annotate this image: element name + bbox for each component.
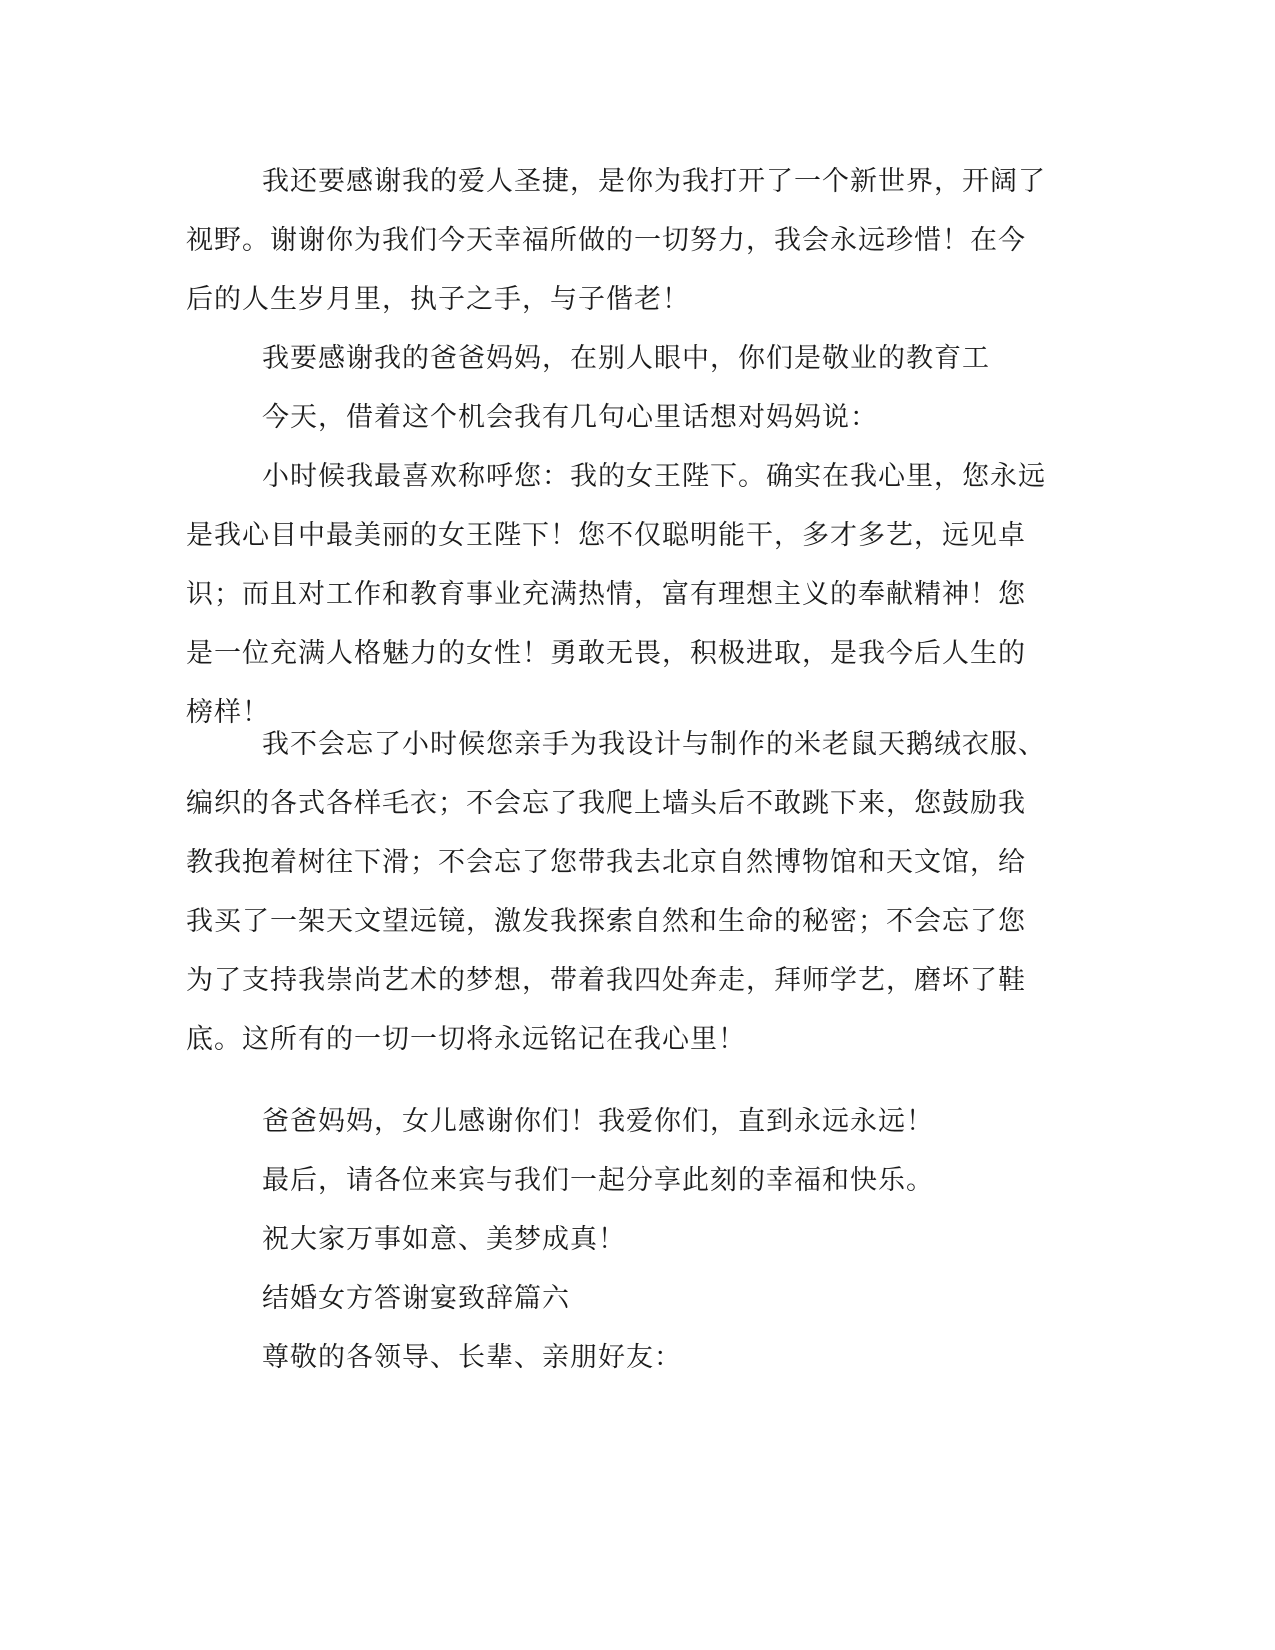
paragraph-blessing: 祝大家万事如意、美梦成真！ xyxy=(262,1224,626,1255)
paragraph-thanks-parents: 我要感谢我的爸爸妈妈，在别人眼中，你们是敬业的教育工 xyxy=(262,343,990,374)
paragraph-thanks-husband: 我还要感谢我的爱人圣捷，是你为我打开了一个新世界，开阔了视野。谢谢你为我们今天幸福所做的一切努力，我会永远珍惜！在今后的人生岁月里，执子之手，与子偕老！ xyxy=(186,166,1046,315)
paragraph-childhood-memories: 我不会忘了小时候您亲手为我设计与制作的米老鼠天鹅绒衣服、编织的各式各样毛衣；不会忘了我爬上墙头后不敢跳下来，您鼓励我教我抱着树往下滑；不会忘了您带我去北京自然博物馆和天文馆，给我买了一架天文望远镜，激发我探索自然和生命的秘密；不会忘了您为了支持我崇尚艺术的梦想，带着我四处奔走，拜师学艺，磨坏了鞋底。这所有的一切一切将永远铭记在我心里！ xyxy=(186,729,1046,1055)
section-heading: 结婚女方答谢宴致辞篇六 xyxy=(262,1283,570,1314)
paragraph-salutation: 尊敬的各领导、长辈、亲朋好友： xyxy=(262,1342,682,1373)
paragraph-love-parents: 爸爸妈妈，女儿感谢你们！我爱你们，直到永远永远！ xyxy=(262,1106,934,1137)
paragraph-queen-mother: 小时候我最喜欢称呼您：我的女王陛下。确实在我心里，您永远是我心目中最美丽的女王陛下！您不仅聪明能干，多才多艺，远见卓识；而且对工作和教育事业充满热情，富有理想主义的奉献精神！您是一位充满人格魅力的女性！勇敢无畏，积极进取，是我今后人生的榜样！ xyxy=(186,461,1046,728)
paragraph-words-to-mother: 今天，借着这个机会我有几句心里话想对妈妈说： xyxy=(262,402,878,433)
paragraph-share-happiness: 最后，请各位来宾与我们一起分享此刻的幸福和快乐。 xyxy=(262,1165,934,1196)
